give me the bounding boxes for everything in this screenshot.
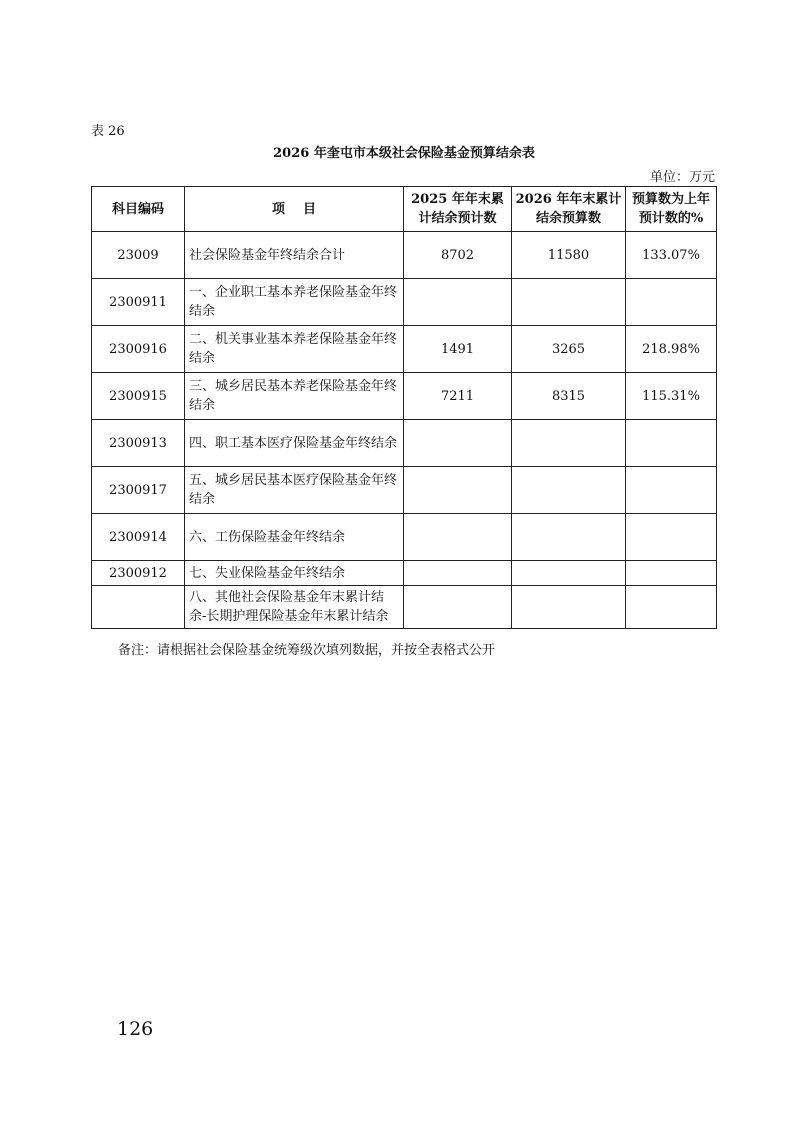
table-row	[92, 467, 717, 514]
table-row	[92, 232, 717, 279]
row-budget	[512, 561, 626, 586]
table-row	[92, 279, 717, 326]
row-prev	[404, 467, 512, 514]
row-budget	[512, 514, 626, 561]
row-item: 社会保险基金年终结余合计	[185, 232, 404, 279]
row-prev	[404, 514, 512, 561]
row-prev: 1491	[404, 326, 512, 373]
row-code: 2300917	[92, 467, 185, 514]
row-item: 四、职工基本医疗保险基金年终结余	[185, 420, 404, 467]
row-prev: 7211	[404, 373, 512, 420]
header-item: 项 目	[185, 187, 404, 232]
header-ratio: 预算数为上年预计数的%	[626, 187, 717, 232]
row-item: 七、失业保险基金年终结余	[185, 561, 404, 586]
row-prev: 8702	[404, 232, 512, 279]
row-prev	[404, 420, 512, 467]
row-code: 23009	[92, 232, 185, 279]
row-code	[92, 586, 185, 629]
row-ratio: 115.31%	[626, 373, 717, 420]
header-budget: 2026 年年末累计结余预算数	[512, 187, 626, 232]
table-row	[92, 326, 717, 373]
row-item: 一、企业职工基本养老保险基金年终结余	[185, 279, 404, 326]
row-item: 八、其他社会保险基金年末累计结余-长期护理保险基金年末累计结余	[185, 586, 404, 629]
row-ratio	[626, 279, 717, 326]
table-label: 表 26	[91, 124, 125, 139]
row-ratio	[626, 467, 717, 514]
table-row	[92, 514, 717, 561]
table-header-row	[92, 187, 717, 232]
row-item: 二、机关事业基本养老保险基金年终结余	[185, 326, 404, 373]
document-title: 2026 年奎屯市本级社会保险基金预算结余表	[273, 146, 535, 161]
row-prev	[404, 279, 512, 326]
table-row	[92, 586, 717, 629]
row-code: 2300916	[92, 326, 185, 373]
row-budget: 3265	[512, 326, 626, 373]
row-budget	[512, 279, 626, 326]
row-code: 2300912	[92, 561, 185, 586]
row-ratio: 218.98%	[626, 326, 717, 373]
row-ratio	[626, 561, 717, 586]
row-ratio	[626, 514, 717, 561]
row-ratio	[626, 420, 717, 467]
table-row	[92, 420, 717, 467]
table-row	[92, 561, 717, 586]
unit-label: 单位：万元	[649, 170, 715, 185]
row-item: 三、城乡居民基本养老保险基金年终结余	[185, 373, 404, 420]
row-prev	[404, 561, 512, 586]
row-budget	[512, 467, 626, 514]
header-prev-year-estimate: 2025 年年末累计结余预计数	[404, 187, 512, 232]
page-number: 126	[117, 1018, 154, 1040]
row-budget: 8315	[512, 373, 626, 420]
budget-balance-table	[91, 186, 717, 629]
row-budget	[512, 420, 626, 467]
row-budget: 11580	[512, 232, 626, 279]
row-code: 2300915	[92, 373, 185, 420]
row-code: 2300911	[92, 279, 185, 326]
table-note: 备注：请根据社会保险基金统筹级次填列数据，并按全表格式公开	[118, 643, 496, 658]
table-row	[92, 373, 717, 420]
row-code: 2300913	[92, 420, 185, 467]
row-code: 2300914	[92, 514, 185, 561]
row-ratio	[626, 586, 717, 629]
row-ratio: 133.07%	[626, 232, 717, 279]
header-code: 科目编码	[92, 187, 185, 232]
row-budget	[512, 586, 626, 629]
row-item: 六、工伤保险基金年终结余	[185, 514, 404, 561]
row-item: 五、城乡居民基本医疗保险基金年终结余	[185, 467, 404, 514]
row-prev	[404, 586, 512, 629]
